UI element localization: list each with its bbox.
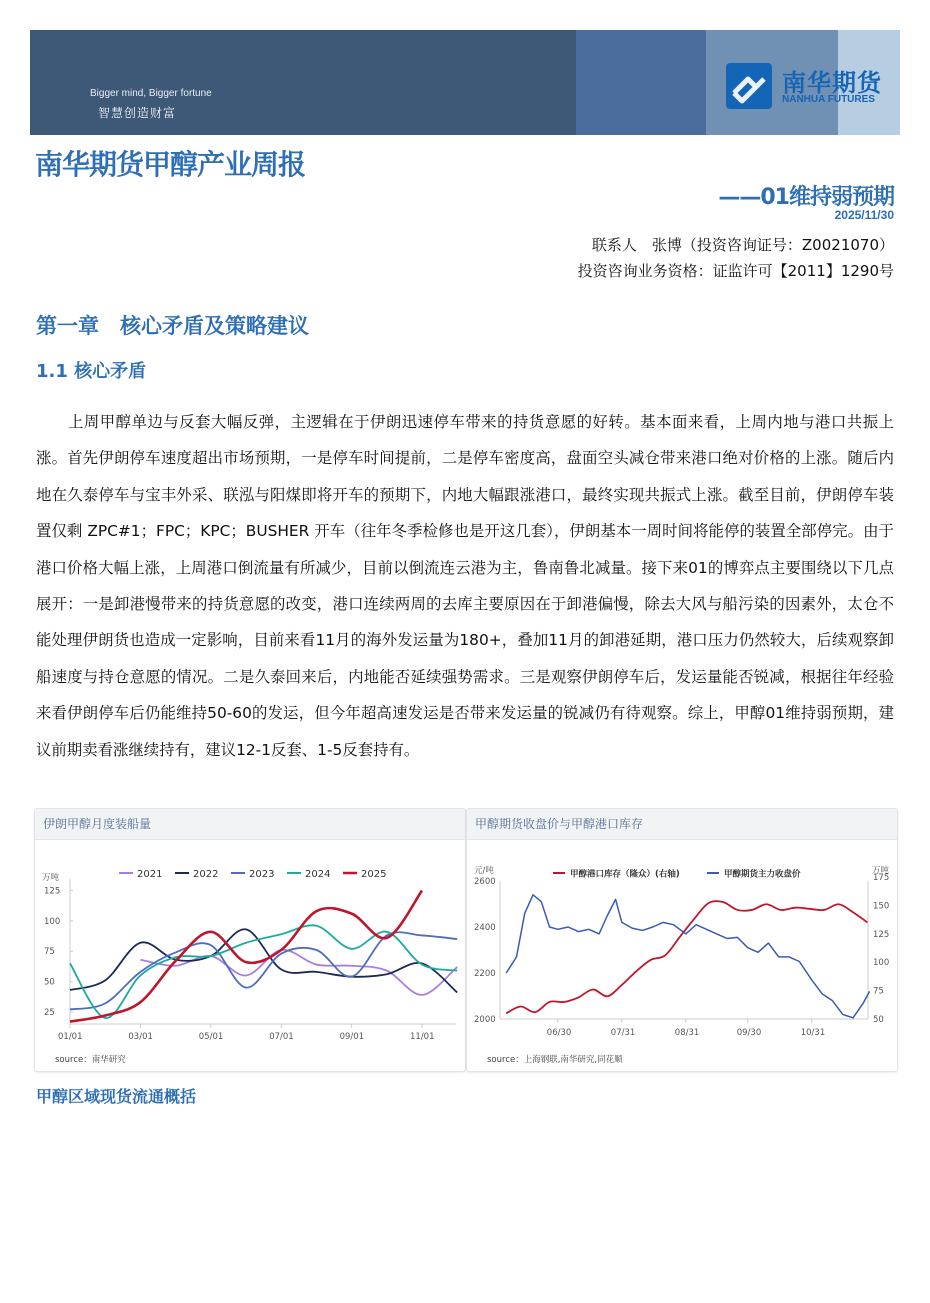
svg-text:元/吨: 元/吨 <box>474 866 494 876</box>
svg-text:100: 100 <box>44 916 61 927</box>
svg-text:09/01: 09/01 <box>339 1032 365 1042</box>
svg-text:2025: 2025 <box>361 869 387 880</box>
logo-text-chinese: 南华期货 <box>782 69 882 97</box>
slogan-english: Bigger mind, Bigger fortune <box>90 88 212 99</box>
chart-title: 伊朗甲醇月度装船量 <box>35 809 465 840</box>
chart-card-iran-shipments <box>34 808 466 1072</box>
svg-text:08/31: 08/31 <box>674 1028 700 1038</box>
svg-text:125: 125 <box>44 886 61 897</box>
header-banner <box>30 30 900 135</box>
svg-text:2022: 2022 <box>193 869 219 880</box>
svg-text:11/01: 11/01 <box>410 1032 435 1042</box>
svg-text:75: 75 <box>44 947 55 958</box>
chart-card-price-inventory <box>466 808 898 1072</box>
svg-text:05/01: 05/01 <box>198 1032 224 1042</box>
svg-text:2000: 2000 <box>474 1015 496 1025</box>
svg-text:75: 75 <box>873 986 884 997</box>
report-date: 2025/11/30 <box>834 208 894 222</box>
section-heading-regional-spot: 甲醇区域现货流通概括 <box>36 1087 197 1106</box>
svg-text:09/30: 09/30 <box>736 1028 762 1038</box>
document-subtitle: ——01维持弱预期 <box>718 185 894 210</box>
svg-text:2021: 2021 <box>137 869 163 880</box>
price-inventory-line-chart <box>467 809 897 1071</box>
section-title: 1.1 核心矛盾 <box>36 361 147 382</box>
nanhua-logo-icon <box>726 63 772 109</box>
svg-text:甲醇港口库存（隆众）(右轴): 甲醇港口库存（隆众）(右轴) <box>570 869 680 880</box>
svg-text:07/01: 07/01 <box>269 1032 294 1042</box>
svg-text:甲醇期货主力收盘价: 甲醇期货主力收盘价 <box>724 869 801 880</box>
document-title: 南华期货甲醇产业周报 <box>35 149 306 180</box>
svg-text:175: 175 <box>873 873 890 883</box>
svg-text:07/31: 07/31 <box>610 1028 636 1038</box>
svg-text:03/01: 03/01 <box>128 1032 153 1042</box>
svg-text:25: 25 <box>44 1007 55 1018</box>
svg-text:source：上海钢联,南华研究,同花顺: source：上海钢联,南华研究,同花顺 <box>487 1055 623 1065</box>
svg-text:2024: 2024 <box>305 869 331 880</box>
svg-text:150: 150 <box>873 901 890 912</box>
svg-text:2600: 2600 <box>474 877 496 887</box>
svg-text:01/01: 01/01 <box>58 1032 83 1042</box>
svg-text:10/31: 10/31 <box>800 1028 826 1038</box>
slogan-chinese: 智慧创造财富 <box>98 106 177 120</box>
svg-text:06/30: 06/30 <box>546 1028 572 1038</box>
svg-text:50: 50 <box>44 977 55 988</box>
svg-text:2200: 2200 <box>474 969 496 979</box>
license-info: 投资咨询业务资格：证监许可【2011】1290号 <box>577 262 894 280</box>
svg-text:125: 125 <box>873 929 890 940</box>
logo-text-english: NANHUA FUTURES <box>782 94 875 105</box>
svg-text:万吨: 万吨 <box>42 873 60 883</box>
svg-text:100: 100 <box>873 958 890 969</box>
chapter-title: 第一章 核心矛盾及策略建议 <box>36 314 309 338</box>
contact-info: 联系人 张博（投资咨询证号：Z0021070） <box>591 236 894 254</box>
iran-shipments-line-chart <box>35 809 465 1071</box>
core-paragraph: 上周甲醇单边与反套大幅反弹，主逻辑在于伊朗迅速停车带来的持货意愿的好转。基本面来看，上周内地与港口共振上涨。首先伊朗停车速度超出市场预期，一是停车时间提前，二是停车密度高，盘面空头减仓带来港口绝对价格的上涨。随后内地在久泰停车与宝丰外采、联泓与阳煤即将开车的预期下，内地大幅跟涨港口，最终实现共振式上涨。截至目前，伊朗停车装置仅剩 ZPC#1；FPC；KPC；BUSHER 开车（往年冬季检修也是开这几套），伊朗基本一周时间将能停的装置全部停完。由于港口价格大幅上涨，上周港口倒流量有所减少，目前以倒流连云港为主，鲁南鲁北减量。接下来01的博弈点主要围绕以下几点展开：一是卸港慢带来的持货意愿的改变，港口连续两周的去库主要原因在于卸港偏慢，除去大风与船污染的因素外，太仓不能处理伊朗货也造成一定影响，目前来看11月的海外发运量为180+，叠加11月的卸港延期，港口压力仍然较大，后续观察卸船速度与持仓意愿的情况。二是久泰回来后，内地能否延续强势需求。三是观察伊朗停车后，发运量能否锐减，根据往年经验来看伊朗停车后仍能维持50-60的发运，但今年超高速发运是否带来发运量的锐减仍有待观察。综上，甲醇01维持弱预期，建议前期卖看涨继续持有，建议12-1反套、1-5反套持有。 <box>36 413 894 759</box>
svg-text:2400: 2400 <box>474 923 496 933</box>
svg-text:2023: 2023 <box>249 869 275 880</box>
svg-text:source：南华研究: source：南华研究 <box>55 1055 126 1065</box>
svg-text:万吨: 万吨 <box>872 866 890 876</box>
banner-band <box>576 30 706 135</box>
svg-text:50: 50 <box>873 1015 884 1025</box>
chart-title: 甲醇期货收盘价与甲醇港口库存 <box>467 809 897 840</box>
